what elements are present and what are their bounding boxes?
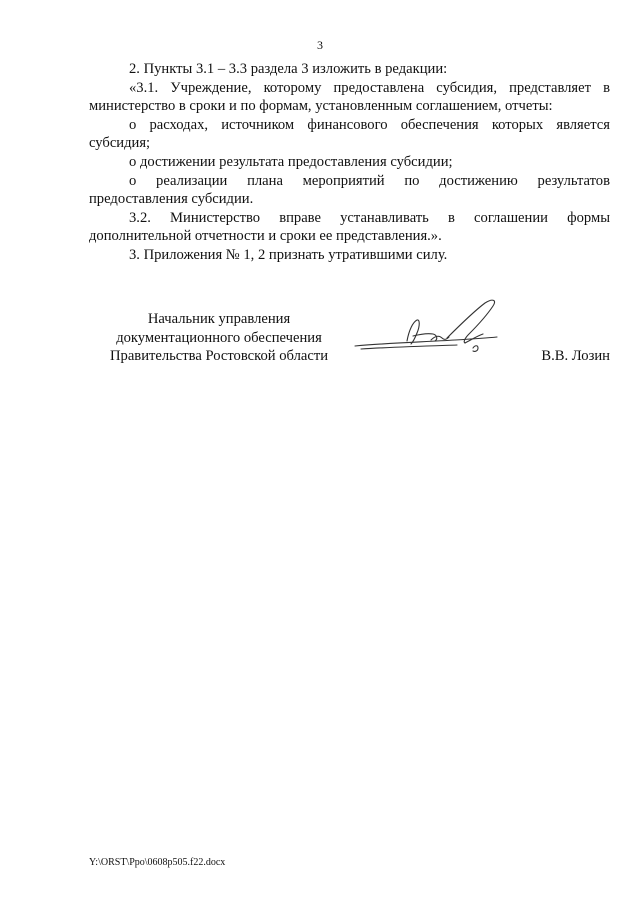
signature-block [89, 310, 610, 370]
paragraph-report-plan: о реализации плана мероприятий по достижению результатов предоставления субсидии. [89, 172, 610, 208]
signatory-name: В.В. Лозин [541, 348, 610, 364]
page-number: 3 [317, 38, 323, 52]
signatory-title-line: Правительства Ростовской области [109, 348, 329, 365]
paragraph-report-result: о достижении результата предоставления субсидии; [129, 153, 453, 170]
signatory-title-line: Начальник управления [147, 311, 291, 327]
paragraph-report-expenses: о расходах, источником финансового обеспечения которых является субсидия; [89, 116, 610, 152]
paragraph-appendices: 3. Приложения № 1, 2 признать утратившими силу. [129, 246, 448, 263]
paragraph-amend-points: 2. Пункты 3.1 – 3.3 раздела 3 изложить в редакции: [129, 61, 448, 77]
handwritten-signature [347, 296, 517, 366]
paragraph-3-1: «3.1. Учреждение, которому предоставлена субсидия, представляет в министерство в сроки и по формам, установленным соглашением, отчеты: [89, 79, 610, 115]
paragraph-3-2: 3.2. Министерство вправе устанавливать в соглашении формы дополнительной отчетности и сроки ее представления.». [89, 209, 610, 245]
signatory-title-line: документационного обеспечения [116, 329, 322, 346]
signatory-title [89, 310, 349, 366]
document-body [89, 60, 610, 265]
file-path-footer: Y:\ORST\Ppo\0608p505.f22.docx [89, 857, 226, 868]
